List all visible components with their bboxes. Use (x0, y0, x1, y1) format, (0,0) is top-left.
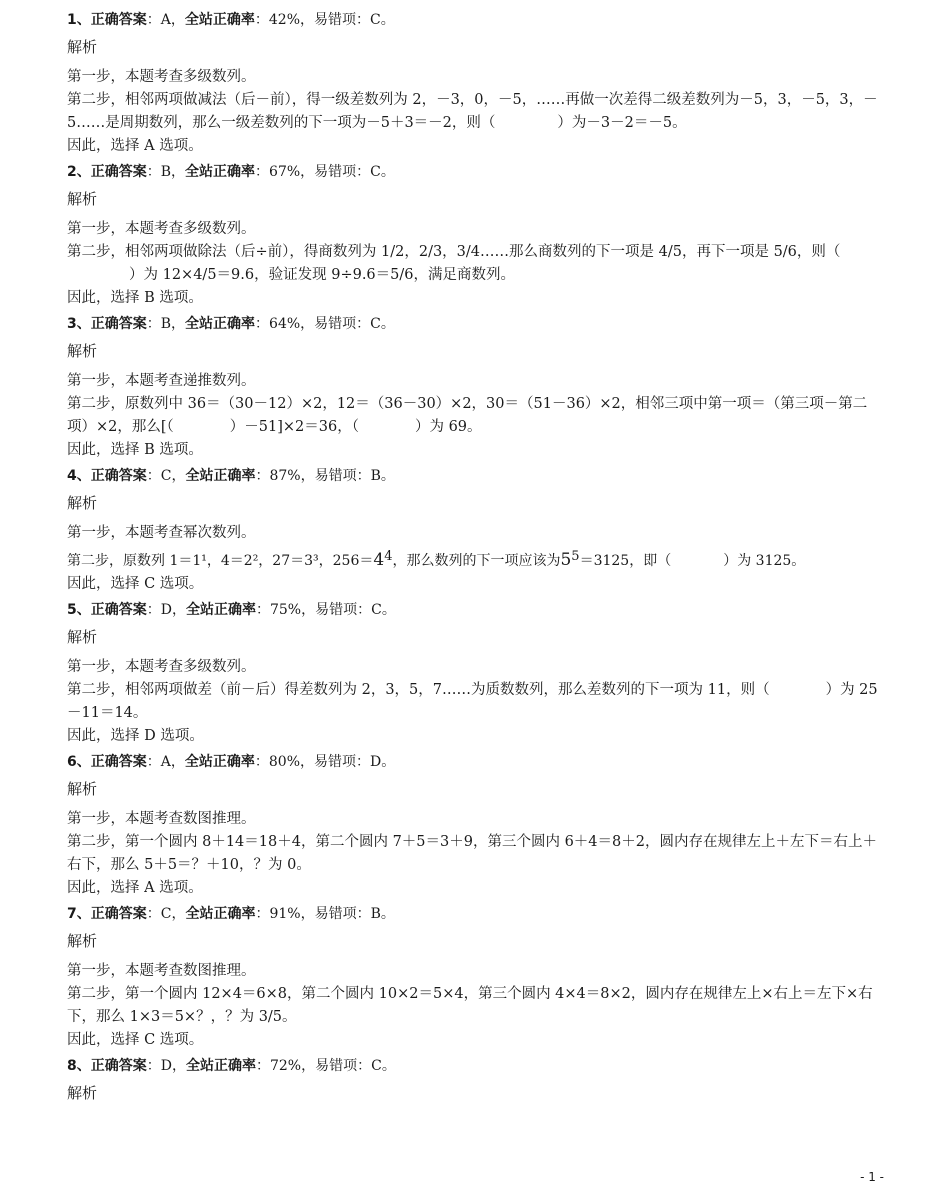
analysis-label: 解析 (67, 342, 98, 360)
step-1: 第一步，本题考查多级数列。 (67, 659, 256, 675)
conclusion: 因此，选择 A 选项。 (67, 880, 203, 896)
step-2: 第二步，相邻两项做差（前－后）得差数列为 2，3，5，7……为质数数列，那么差数列的下一项为 11，则（ ）为 25－11＝14。 (67, 682, 878, 721)
step-1: 第一步，本题考查递推数列。 (67, 373, 256, 389)
step-1: 第一步，本题考查数图推理。 (67, 963, 256, 979)
analysis-label: 解析 (67, 494, 98, 512)
analysis-body (67, 808, 884, 900)
power-4-4: $4^4$ (373, 549, 393, 570)
question-6 (67, 751, 884, 900)
step-2: 第二步，相邻两项做除法（后÷前），得商数列为 1/2，2/3，3/4……那么商数列的下一项是 4/5，再下一项是 5/6，则（）为 12×4/5＝9.6，验证发现 9÷9.6＝5/6，满足商数列。 (67, 244, 841, 283)
step-1: 第一步，本题考查多级数列。 (67, 221, 256, 237)
question-5 (67, 599, 884, 748)
conclusion: 因此，选择 C 选项。 (67, 576, 204, 592)
answer-line: 5、正确答案：D，全站正确率：75%，易错项：C。 (67, 602, 396, 618)
power-5-5: $5^5$ (560, 549, 580, 570)
step-2: 第二步，第一个圆内 8＋14＝18＋4，第二个圆内 7＋5＝3＋9，第三个圆内 6＋4＝8＋2，圆内存在规律左上＋左下＝右上＋右下，那么 5＋5＝？＋10，？为 0。 (67, 834, 877, 873)
page-number: - 1 - (860, 1170, 884, 1184)
step-2: 第二步，原数列 1＝1¹，4＝2²，27＝3³，$256=4^4$，那么数列的下一项应该为$5^5=3125$，即（ ）为 3125。 (67, 549, 806, 570)
conclusion: 因此，选择 D 选项。 (67, 728, 204, 744)
answer-line: 7、正确答案：C，全站正确率：91%，易错项：B。 (67, 906, 395, 922)
step-2: 第二步，相邻两项做减法（后－前），得一级差数列为 2，－3，0，－5，……再做一次差得二级差数列为－5，3，－5，3，－5……是周期数列，那么一级差数列的下一项为－5＋3＝－2，则（ ）为－3－2＝－5。 (67, 92, 878, 131)
answer-line: 8、正确答案：D，全站正确率：72%，易错项：C。 (67, 1058, 396, 1074)
answer-line: 3、正确答案：B，全站正确率：64%，易错项：C。 (67, 316, 395, 332)
step-1: 第一步，本题考查幂次数列。 (67, 525, 256, 541)
analysis-body (67, 960, 884, 1052)
conclusion: 因此，选择 C 选项。 (67, 1032, 204, 1048)
analysis-label: 解析 (67, 190, 98, 208)
question-7 (67, 903, 884, 1052)
analysis-body (67, 66, 884, 158)
conclusion: 因此，选择 B 选项。 (67, 290, 203, 306)
answer-line: 1、正确答案：A，全站正确率：42%，易错项：C。 (67, 12, 395, 28)
question-8 (67, 1055, 884, 1104)
question-2 (67, 161, 884, 310)
step-2: 第二步，第一个圆内 12×4＝6×8，第二个圆内 10×2＝5×4，第三个圆内 4×4＝8×2，圆内存在规律左上×右上＝左下×右下，那么 1×3＝5×？，？为 3/5。 (67, 986, 873, 1025)
answer-line: 6、正确答案：A，全站正确率：80%，易错项：D。 (67, 754, 396, 770)
question-4 (67, 465, 884, 596)
analysis-body (67, 370, 884, 462)
step-1: 第一步，本题考查多级数列。 (67, 69, 256, 85)
analysis-label: 解析 (67, 780, 98, 798)
analysis-body (67, 522, 884, 596)
step-2: 第二步，原数列中 36＝（30－12）×2，12＝（36－30）×2，30＝（51－36）×2，相邻三项中第一项＝（第三项－第二项）×2，那么[（ ）－51]×2＝36，（ ）为 69。 (67, 396, 868, 435)
question-3 (67, 313, 884, 462)
answer-line: 4、正确答案：C，全站正确率：87%，易错项：B。 (67, 468, 395, 484)
analysis-body (67, 218, 884, 310)
answer-line: 2、正确答案：B，全站正确率：67%，易错项：C。 (67, 164, 395, 180)
analysis-label: 解析 (67, 628, 98, 646)
step-1: 第一步，本题考查数图推理。 (67, 811, 256, 827)
analysis-body (67, 656, 884, 748)
analysis-label: 解析 (67, 932, 98, 950)
analysis-label: 解析 (67, 1084, 98, 1102)
analysis-label: 解析 (67, 38, 98, 56)
conclusion: 因此，选择 B 选项。 (67, 442, 203, 458)
conclusion: 因此，选择 A 选项。 (67, 138, 203, 154)
question-1 (67, 9, 884, 158)
